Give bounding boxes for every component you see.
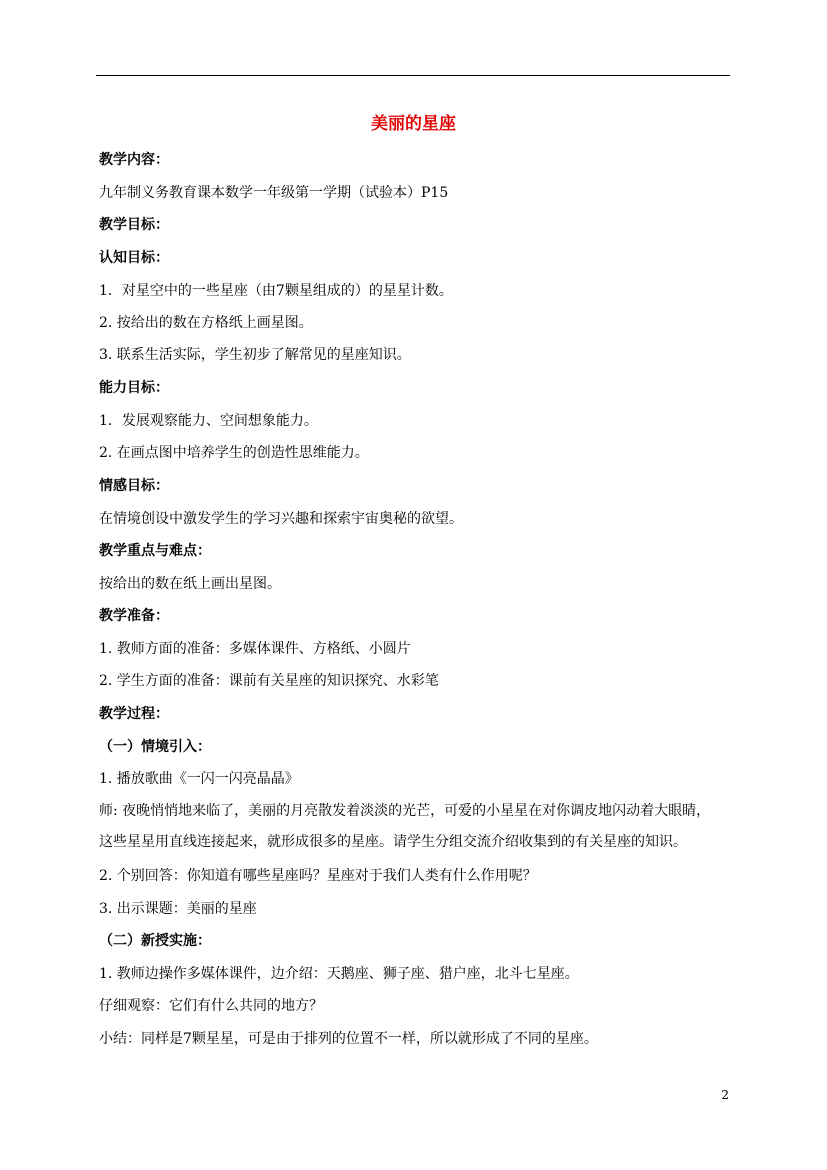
list-item: 1. 教师方面的准备：多媒体课件、方格纸、小圆片 (99, 641, 411, 657)
heading-emotional-goals: 情感目标： (99, 478, 169, 494)
heading-preparation: 教学准备： (99, 608, 169, 624)
header-rule (96, 75, 730, 76)
list-item: 1．对星空中的一些星座（由7颗星组成的）的星星计数。 (99, 283, 453, 299)
list-item: 1. 播放歌曲《一闪一闪亮晶晶》 (99, 771, 299, 787)
page-title: 美丽的星座 (371, 114, 456, 134)
page-number: 2 (721, 1088, 729, 1102)
paragraph: 按给出的数在纸上画出星图。 (99, 576, 281, 592)
heading-key-points: 教学重点与难点： (99, 543, 211, 559)
paragraph-teacher-line1: 师: 夜晚悄悄地来临了，美丽的月亮散发着淡淡的光芒，可爱的小星星在对你调皮地闪动着大眼睛， (99, 803, 711, 819)
heading-cognitive-goals: 认知目标： (99, 250, 169, 266)
paragraph-textbook: 九年制义务教育课本数学一年级第一学期（试验本）P15 (99, 185, 449, 201)
heading-ability-goals: 能力目标： (99, 380, 169, 396)
list-item: 1. 教师边操作多媒体课件，边介绍：天鹅座、狮子座、猎户座，北斗七星座。 (99, 966, 579, 982)
heading-teaching-process: 教学过程： (99, 706, 169, 722)
subheading-new-lesson: （二）新授实施： (99, 933, 211, 949)
list-item: 2. 在画点图中培养学生的创造性思维能力。 (99, 445, 369, 461)
list-item: 2. 个别回答：你知道有哪些星座吗？星座对于我们人类有什么作用呢？ (99, 868, 537, 884)
paragraph-teacher-line2: 这些星星用直线连接起来，就形成很多的星座。请学生分组交流介绍收集到的有关星座的知识。 (99, 834, 687, 850)
paragraph: 仔细观察：它们有什么共同的地方？ (99, 998, 323, 1014)
subheading-intro: （一）情境引入： (99, 739, 211, 755)
list-item: 1．发展观察能力、空间想象能力。 (99, 413, 318, 429)
list-item: 3. 联系生活实际，学生初步了解常见的星座知识。 (99, 347, 411, 363)
heading-teaching-content: 教学内容： (99, 152, 169, 168)
paragraph-summary: 小结：同样是7颗星星，可是由于排列的位置不一样，所以就形成了不同的星座。 (99, 1031, 598, 1047)
heading-teaching-goals: 教学目标： (99, 217, 169, 233)
list-item: 2. 按给出的数在方格纸上画星图。 (99, 315, 313, 331)
list-item: 2. 学生方面的准备：课前有关星座的知识探究、水彩笔 (99, 673, 439, 689)
list-item: 3. 出示课题：美丽的星座 (99, 901, 257, 917)
paragraph: 在情境创设中激发学生的学习兴趣和探索宇宙奥秘的欲望。 (99, 511, 463, 527)
